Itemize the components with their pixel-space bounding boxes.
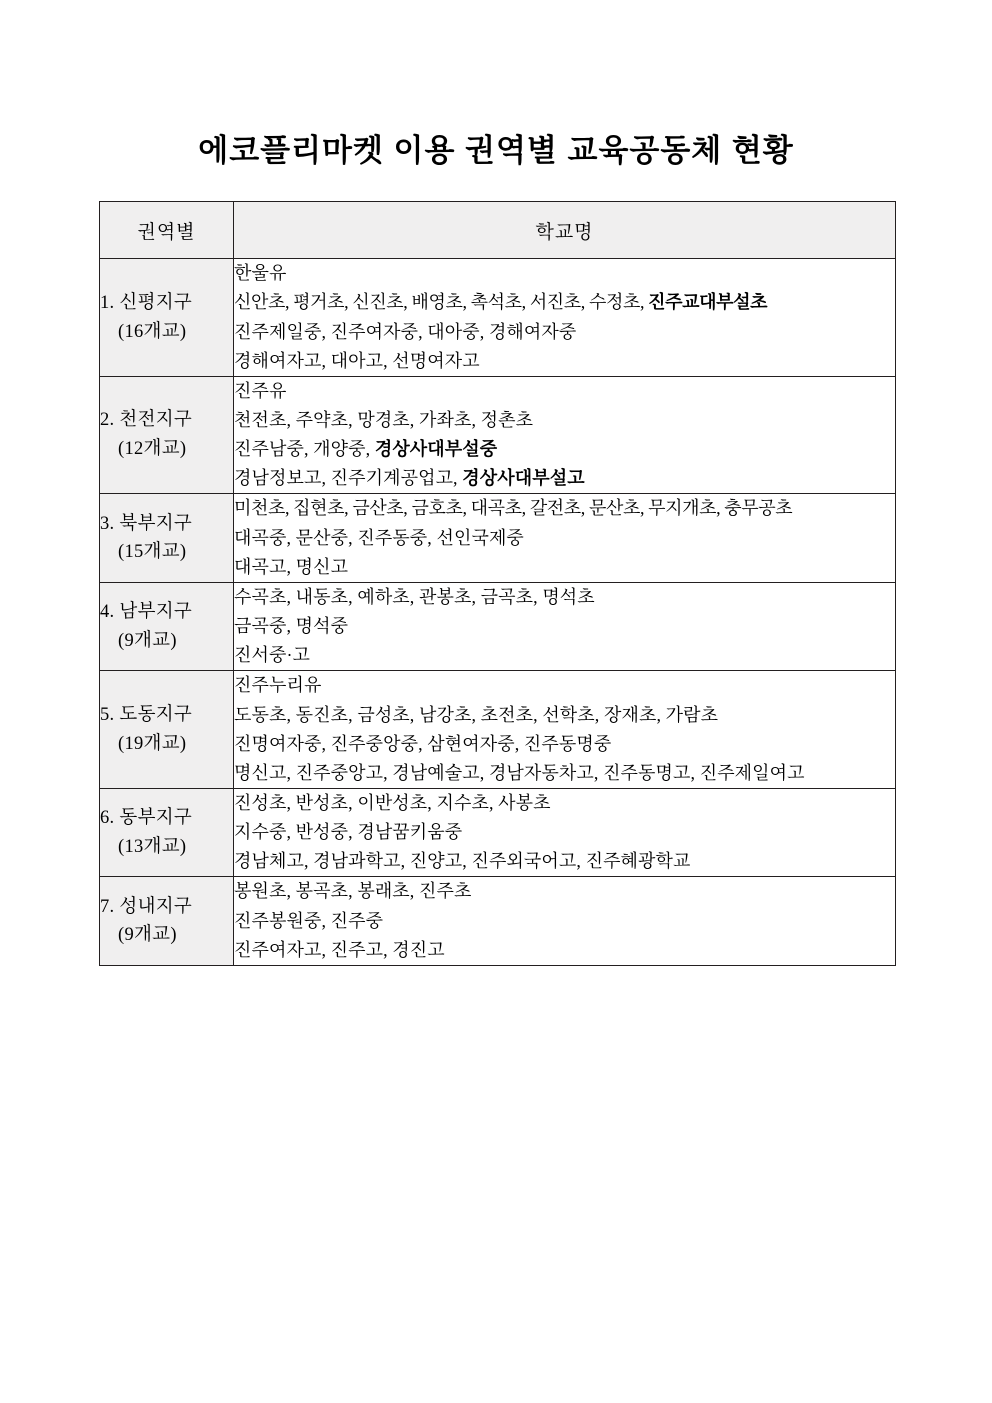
region-name: 5. 도동지구 <box>100 705 193 726</box>
school-name-group: 봉원초, 봉곡초, 봉래초, 진주초 <box>234 881 472 902</box>
region-school-count: (12개교) <box>118 439 187 460</box>
region-cell <box>100 582 234 670</box>
school-name-group: 진주여자고, 진주고, 경진고 <box>234 939 445 960</box>
table-body <box>100 259 896 966</box>
region-school-table <box>99 201 896 966</box>
school-line <box>234 553 895 582</box>
school-name-group: 신안초, 평거초, 신진초, 배영초, 촉석초, 서진초, 수정초, <box>234 292 649 313</box>
school-name-group: 도동초, 동진초, 금성초, 남강초, 초전초, 선학초, 장재초, 가람초 <box>234 704 719 725</box>
school-name-group: 경남체고, 경남과학고, 진양고, 진주외국어고, 진주혜광학교 <box>234 851 691 872</box>
school-line <box>234 730 895 759</box>
region-cell <box>100 877 234 965</box>
table-header-row <box>100 202 896 259</box>
region-cell <box>100 789 234 877</box>
school-name-group: 수곡초, 내동초, 예하초, 관봉초, 금곡초, 명석초 <box>234 586 595 607</box>
school-name-group: 진주제일중, 진주여자중, 대아중, 경해여자중 <box>234 321 577 342</box>
region-cell <box>100 376 234 494</box>
column-header-schools: 학교명 <box>234 202 896 259</box>
table-row <box>100 259 896 377</box>
school-line <box>234 583 895 612</box>
table-row <box>100 582 896 670</box>
table-row <box>100 494 896 582</box>
school-list-cell <box>234 376 896 494</box>
school-line <box>234 877 895 906</box>
school-line <box>234 759 895 788</box>
school-list-cell <box>234 877 896 965</box>
region-name: 6. 동부지구 <box>100 808 193 829</box>
school-line <box>234 701 895 730</box>
school-name-group: 대곡고, 명신고 <box>234 556 349 577</box>
school-line <box>234 288 895 317</box>
school-name-group: 진주누리유 <box>234 675 322 696</box>
school-line <box>234 435 895 464</box>
table-row <box>100 671 896 789</box>
region-name: 1. 신평지구 <box>100 292 193 313</box>
table-row <box>100 877 896 965</box>
school-line <box>234 464 895 493</box>
school-name-group: 진주유 <box>234 380 287 401</box>
school-line <box>234 789 895 818</box>
school-name-emphasized: 경상사대부설중 <box>374 439 498 460</box>
region-school-count: (13개교) <box>118 836 187 857</box>
region-name: 3. 북부지구 <box>100 513 193 534</box>
school-name-emphasized: 진주교대부설초 <box>648 292 768 313</box>
page-title: 에코플리마켓 이용 권역별 교육공동체 현황 <box>198 133 794 168</box>
school-list-cell <box>234 259 896 377</box>
school-line <box>234 259 895 288</box>
school-line <box>234 671 895 700</box>
school-line <box>234 818 895 847</box>
school-name-group: 진주봉원중, 진주중 <box>234 910 384 931</box>
school-line <box>234 347 895 376</box>
school-name-group: 진명여자중, 진주중앙중, 삼현여자중, 진주동명중 <box>234 733 612 754</box>
school-line <box>234 847 895 876</box>
school-name-group: 경해여자고, 대아고, 선명여자고 <box>234 350 480 371</box>
school-line <box>234 524 895 553</box>
school-line <box>234 406 895 435</box>
region-school-count: (19개교) <box>118 733 187 754</box>
school-list-cell <box>234 494 896 582</box>
school-list-cell <box>234 671 896 789</box>
region-cell <box>100 259 234 377</box>
region-cell <box>100 494 234 582</box>
school-name-group: 금곡중, 명석중 <box>234 616 349 637</box>
school-line <box>234 494 895 523</box>
school-list-cell <box>234 789 896 877</box>
school-name-emphasized: 경상사대부설고 <box>462 468 585 489</box>
school-name-group: 진주남중, 개양중, <box>234 439 375 460</box>
school-name-group: 진성초, 반성초, 이반성초, 지수초, 사봉초 <box>234 793 551 813</box>
school-line <box>234 641 895 670</box>
region-school-table-wrapper <box>99 201 893 966</box>
region-school-count: (16개교) <box>118 321 187 342</box>
school-line <box>234 907 895 936</box>
table-header <box>100 202 896 259</box>
school-name-group: 지수중, 반성중, 경남꿈키움중 <box>234 822 463 843</box>
school-name-group: 미천초, 집현초, 금산초, 금호초, 대곡초, 갈전초, 문산초, 무지개초, 충무공초 <box>234 498 793 519</box>
school-line <box>234 612 895 641</box>
school-name-group: 대곡중, 문산중, 진주동중, 선인국제중 <box>234 527 524 548</box>
school-name-group: 경남정보고, 진주기계공업고, <box>234 468 463 489</box>
school-name-group: 천전초, 주약초, 망경초, 가좌초, 정촌초 <box>234 409 534 430</box>
region-school-count: (9개교) <box>118 925 177 946</box>
table-row <box>100 789 896 877</box>
school-name-group: 한울유 <box>234 263 287 284</box>
region-name: 7. 성내지구 <box>100 896 193 917</box>
table-row <box>100 376 896 494</box>
school-name-group: 진서중·고 <box>234 645 311 666</box>
school-line <box>234 377 895 406</box>
school-name-group: 명신고, 진주중앙고, 경남예술고, 경남자동차고, 진주동명고, 진주제일여고 <box>234 762 805 783</box>
school-list-cell <box>234 582 896 670</box>
school-line <box>234 318 895 347</box>
column-header-region: 권역별 <box>100 202 234 259</box>
region-school-count: (15개교) <box>118 542 187 563</box>
region-cell <box>100 671 234 789</box>
region-school-count: (9개교) <box>118 630 177 651</box>
region-name: 4. 남부지구 <box>100 601 193 622</box>
region-name: 2. 천전지구 <box>100 410 193 431</box>
school-line <box>234 936 895 965</box>
